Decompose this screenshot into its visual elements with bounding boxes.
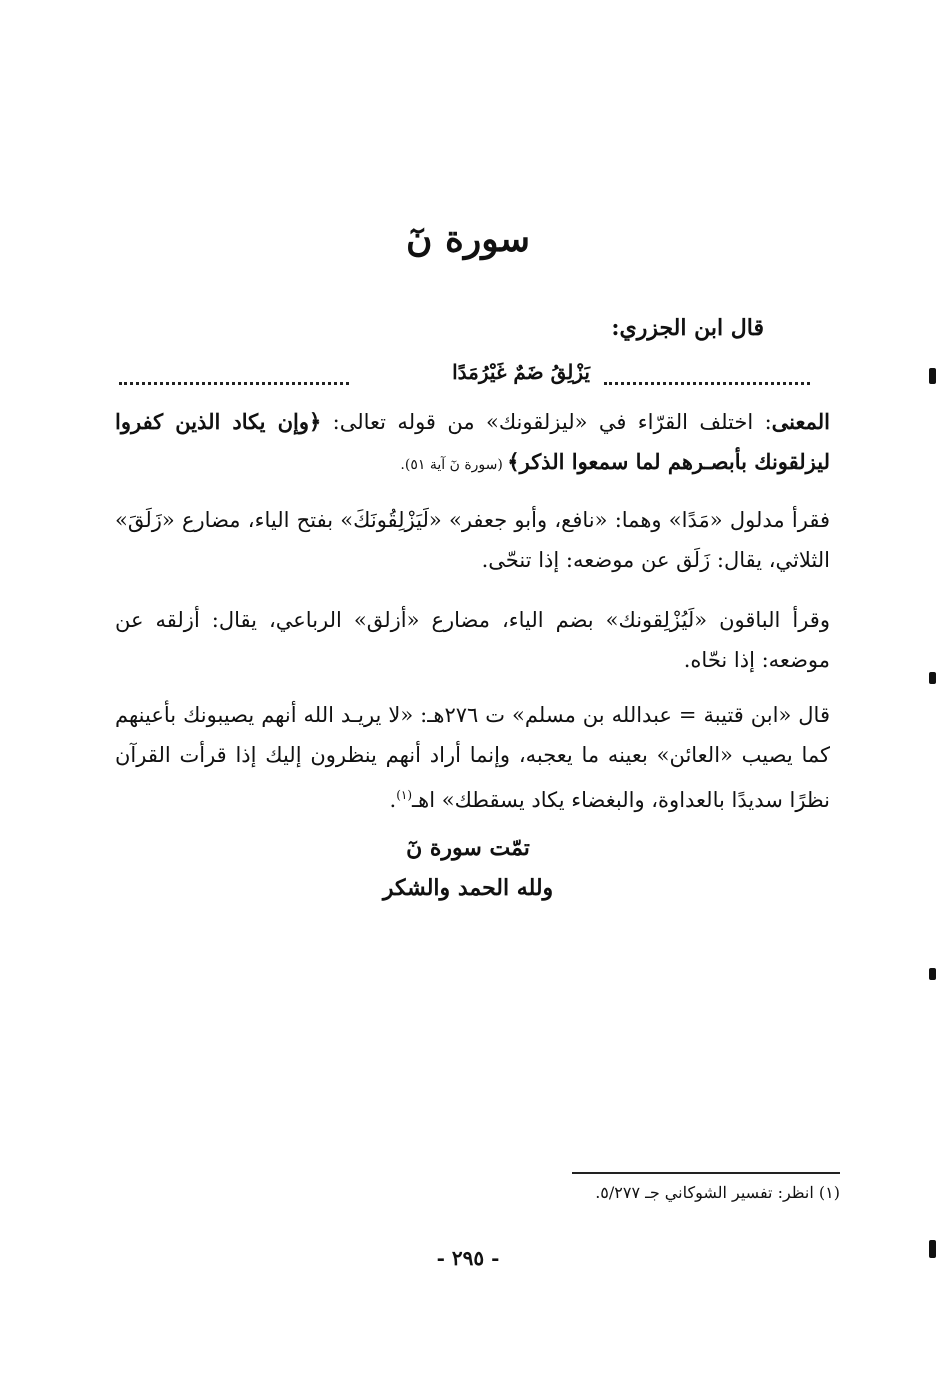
page-title: سورة نٓ: [406, 218, 530, 260]
scan-edge-mark: [929, 368, 936, 384]
closing-line-1: تمّت سورة نٓ: [406, 835, 530, 861]
scan-edge-mark: [929, 1240, 936, 1258]
verse-dots-left: [119, 366, 349, 385]
author-line: قال ابن الجزري:: [611, 315, 764, 341]
paragraph-reading-1: فقرأ مدلول «مَدًا» وهما: «نافع، وأبو جعفر» «لَيَزْلِقُونَكَ» بفتح الياء، مضارع «زَلَقَ» الثلاثي، يقال: زَلَق عن موضعه: إذا تنحّى.: [115, 508, 830, 572]
ibn-qutaybah-text: قال «ابن قتيبة = عبدالله بن مسلم» ت ٢٧٦هـ: «لا يريـد الله أنهم يصيبونك بأعينهم كما يصيب «العائن» بعينه ما يعجبه، وإنما أراد أنهم ينظرون إليك إذا قرأت القرآن نظرًا سديدًا بالعداوة، والبغضاء يكاد يسقطك» اهـ: [115, 703, 830, 812]
scan-edge-mark: [929, 672, 936, 684]
verse-dots-right: [604, 366, 810, 385]
paragraph-ibn-qutaybah: [115, 695, 830, 820]
paragraph-end: .: [389, 788, 397, 812]
footnote-marker: (١): [396, 788, 413, 802]
quran-quote: ﴿وإن يكاد الذين كفروا ليزلقونك بأبصـرهم لما سمعوا الذكر﴾: [115, 409, 830, 474]
meaning-lead: المعنى: [771, 409, 831, 434]
closing-line-2: ولله الحمد والشكر: [382, 875, 554, 901]
footnote-text: (١) انظر: تفسير الشوكاني جـ ٥/٢٧٧.: [595, 1183, 840, 1202]
quran-reference: (سورة نٓ آية ٥١).: [400, 457, 508, 473]
verse-words: يَزْلِقُ ضَمٌ غَيْرُمَدًا: [452, 360, 590, 384]
meaning-text: : اختلف القرّاء في «ليزلقونك» من قوله تعالى:: [321, 410, 772, 434]
scan-edge-mark: [929, 968, 936, 980]
page-number: - ٢٩٥ -: [436, 1246, 500, 1270]
paragraph-meaning: [115, 402, 830, 485]
verse-line: [115, 360, 830, 396]
footnote-divider: [572, 1172, 840, 1174]
paragraph-reading-2: وقرأ الباقون «لَيُزْلِقونك» بضم الياء، مضارع «أزلق» الرباعي، يقال: أزلقه عن موضعه: إذا نحّاه.: [115, 608, 830, 672]
